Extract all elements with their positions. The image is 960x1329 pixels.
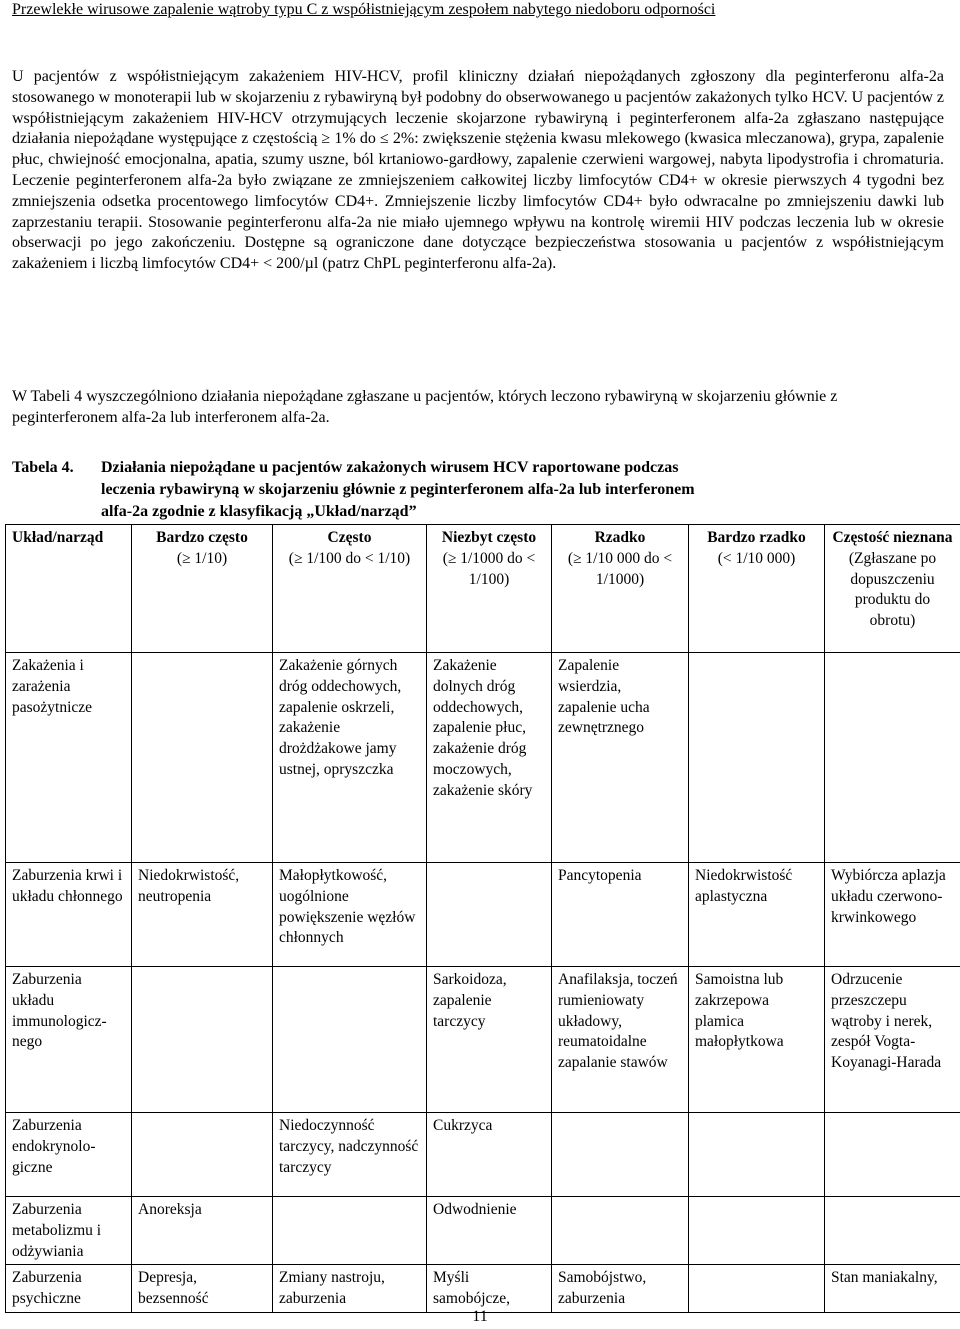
body-paragraph-hiv-hcv: U pacjentów z współistniejącym zakażeniem HIV-HCV, profil kliniczny działań niepożądanych zgłoszony dla peginterferonu alfa-2a stosowanego w monoterapii lub w skojarzeniu z rybawiryną był podobny do obserwowanego u pacjentów zakażonych tylko HCV. U pacjentów z współistniejącym zakażeniem HIV-HCV otrzymujących leczenie skojarzone rybawiryną i peginterferonem alfa-2a zgłaszano następujące działania niepożądane występujące z częstością ≥ 1% do ≤ 2%: zwiększenie stężenia kwasu mlekowego (kwasica mleczanowa), grypa, zapalenie płuc, chwiejność emocjonalna, apatia, szumy uszne, ból krtaniowo-gardłowy, zapalenie czerwieni wargowej, nabyta lipodystrofia i chromaturia. Leczenie peginterferonem alfa-2a było związane ze zmniejszeniem całkowitej liczby limfocytów CD4+ w okresie pierwszych 4 tygodni bez zmniejszenia odsetka procentowego limfocytów CD4+. Zmniejszenie liczby limfocytów CD4+ było odwracalne po zmniejszeniu dawki lub zaprzestaniu terapii. Stosowanie peginterferonu alfa-2a nie miało ujemnego wpływu na kontrolę wiremii HIV podczas leczenia lub w okresie obserwacji po jego zakończeniu. Dostępne są ograniczone dane dotyczące bezpieczeństwa stosowania u pacjentów z współistniejącym zakażeniem i liczbą limfocytów CD4+ < 200/µl (patrz ChPL peginterferonu alfa-2a). bbox=[12, 68, 944, 273]
table-cell: Pancytopenia bbox=[552, 863, 689, 967]
table-cell: Małopłytkowość, uogólnione powiększenie węzłów chłonnych bbox=[273, 863, 427, 967]
header-cell: Niezbyt często (≥ 1/1000 do < 1/100) bbox=[427, 525, 552, 653]
table-cell bbox=[552, 1197, 689, 1265]
table-cell: Myśli samobójcze, bbox=[427, 1265, 552, 1313]
table-cell: Zakażenie górnych dróg oddechowych, zapalenie oskrzeli, zakażenie drożdżakowe jamy ustnej, opryszczka bbox=[273, 653, 427, 863]
caption-text-1: Działania niepożądane u pacjentów zakażonych wirusem HCV raportowane podczas bbox=[101, 459, 679, 476]
table-cell bbox=[273, 1197, 427, 1265]
body-paragraph-table-intro: W Tabeli 4 wyszczególniono działania niepożądane zgłaszane u pacjentów, których leczono rybawiryną w skojarzeniu głównie z peginterferonem alfa-2a lub interferonem alfa-2a. bbox=[12, 388, 838, 426]
table-cell bbox=[825, 653, 960, 863]
section-heading: Przewlekłe wirusowe zapalenie wątroby typu C z współistniejącym zespołem nabytego niedoboru odporności bbox=[12, 1, 716, 18]
table-cell: Sarkoidoza, zapalenie tarczycy bbox=[427, 967, 552, 1113]
table-header-row bbox=[6, 525, 960, 653]
table-cell: Niedokrwistość aplastyczna bbox=[689, 863, 825, 967]
caption-line-1 bbox=[12, 457, 952, 479]
table-cell: Depresja, bezsenność bbox=[132, 1265, 273, 1313]
table-cell bbox=[427, 863, 552, 967]
header-cell: Często (≥ 1/100 do < 1/10) bbox=[273, 525, 427, 653]
table-cell bbox=[132, 1113, 273, 1197]
header-cell: Bardzo rzadko (< 1/10 000) bbox=[689, 525, 825, 653]
caption-line-2: leczenia rybawiryną w skojarzeniu głównie z peginterferonem alfa-2a lub interferonem bbox=[101, 481, 695, 498]
table-cell bbox=[825, 1197, 960, 1265]
table-cell bbox=[273, 967, 427, 1113]
table-cell: Zapalenie wsierdzia, zapalenie ucha zewnętrznego bbox=[552, 653, 689, 863]
table-cell: Cukrzyca bbox=[427, 1113, 552, 1197]
table-cell: Anafilaksja, toczeń rumieniowaty układowy, reumatoidalne zapalanie stawów bbox=[552, 967, 689, 1113]
adverse-reactions-table bbox=[5, 524, 960, 1313]
table-cell: Odwodnienie bbox=[427, 1197, 552, 1265]
table-row bbox=[6, 967, 960, 1113]
table-row bbox=[6, 1265, 960, 1313]
table-row bbox=[6, 863, 960, 967]
table-cell: Odrzucenie przeszczepu wątroby i nerek, zespół Vogta-Koyanagi-Harada bbox=[825, 967, 960, 1113]
table-cell: Niedokrwistość, neutropenia bbox=[132, 863, 273, 967]
table-cell bbox=[132, 967, 273, 1113]
table-cell bbox=[689, 653, 825, 863]
table-cell: Anoreksja bbox=[132, 1197, 273, 1265]
table-cell: Wybiórcza aplazja układu czerwono-krwinkowego bbox=[825, 863, 960, 967]
table-caption bbox=[12, 457, 952, 523]
caption-label: Tabela 4. bbox=[12, 459, 74, 476]
table-cell bbox=[689, 1197, 825, 1265]
table-row bbox=[6, 1113, 960, 1197]
table-cell bbox=[132, 653, 273, 863]
caption-line-3: alfa-2a zgodnie z klasyfikacją „Układ/narząd” bbox=[101, 503, 417, 520]
table-cell: Zmiany nastroju, zaburzenia bbox=[273, 1265, 427, 1313]
header-cell: Bardzo często (≥ 1/10) bbox=[132, 525, 273, 653]
table-cell bbox=[825, 1113, 960, 1197]
table-cell: Zakażenie dolnych dróg oddechowych, zapalenie płuc, zakażenie dróg moczowych, zakażenie skóry bbox=[427, 653, 552, 863]
table-row bbox=[6, 653, 960, 863]
table-cell: Zakażenia i zarażenia pasożytnicze bbox=[6, 653, 132, 863]
table-cell: Zaburzenia endokrynolo-giczne bbox=[6, 1113, 132, 1197]
table-cell bbox=[552, 1113, 689, 1197]
table-cell: Samobójstwo, zaburzenia bbox=[552, 1265, 689, 1313]
table-cell bbox=[689, 1265, 825, 1313]
header-cell: Układ/narząd bbox=[6, 525, 132, 653]
table-cell: Zaburzenia metabolizmu i odżywiania bbox=[6, 1197, 132, 1265]
table-cell: Zaburzenia psychiczne bbox=[6, 1265, 132, 1313]
table-cell bbox=[689, 1113, 825, 1197]
header-cell: Częstość nieznana (Zgłaszane po dopuszczeniu produktu do obrotu) bbox=[825, 525, 960, 653]
table-cell: Samoistna lub zakrzepowa plamica małopłytkowa bbox=[689, 967, 825, 1113]
table-row bbox=[6, 1197, 960, 1265]
page-number: 11 bbox=[472, 1308, 488, 1325]
header-cell: Rzadko (≥ 1/10 000 do < 1/1000) bbox=[552, 525, 689, 653]
table-cell: Zaburzenia krwi i układu chłonnego bbox=[6, 863, 132, 967]
table-cell: Stan maniakalny, bbox=[825, 1265, 960, 1313]
table-cell: Niedoczynność tarczycy, nadczynność tarczycy bbox=[273, 1113, 427, 1197]
table-cell: Zaburzenia układu immunologicz-nego bbox=[6, 967, 132, 1113]
